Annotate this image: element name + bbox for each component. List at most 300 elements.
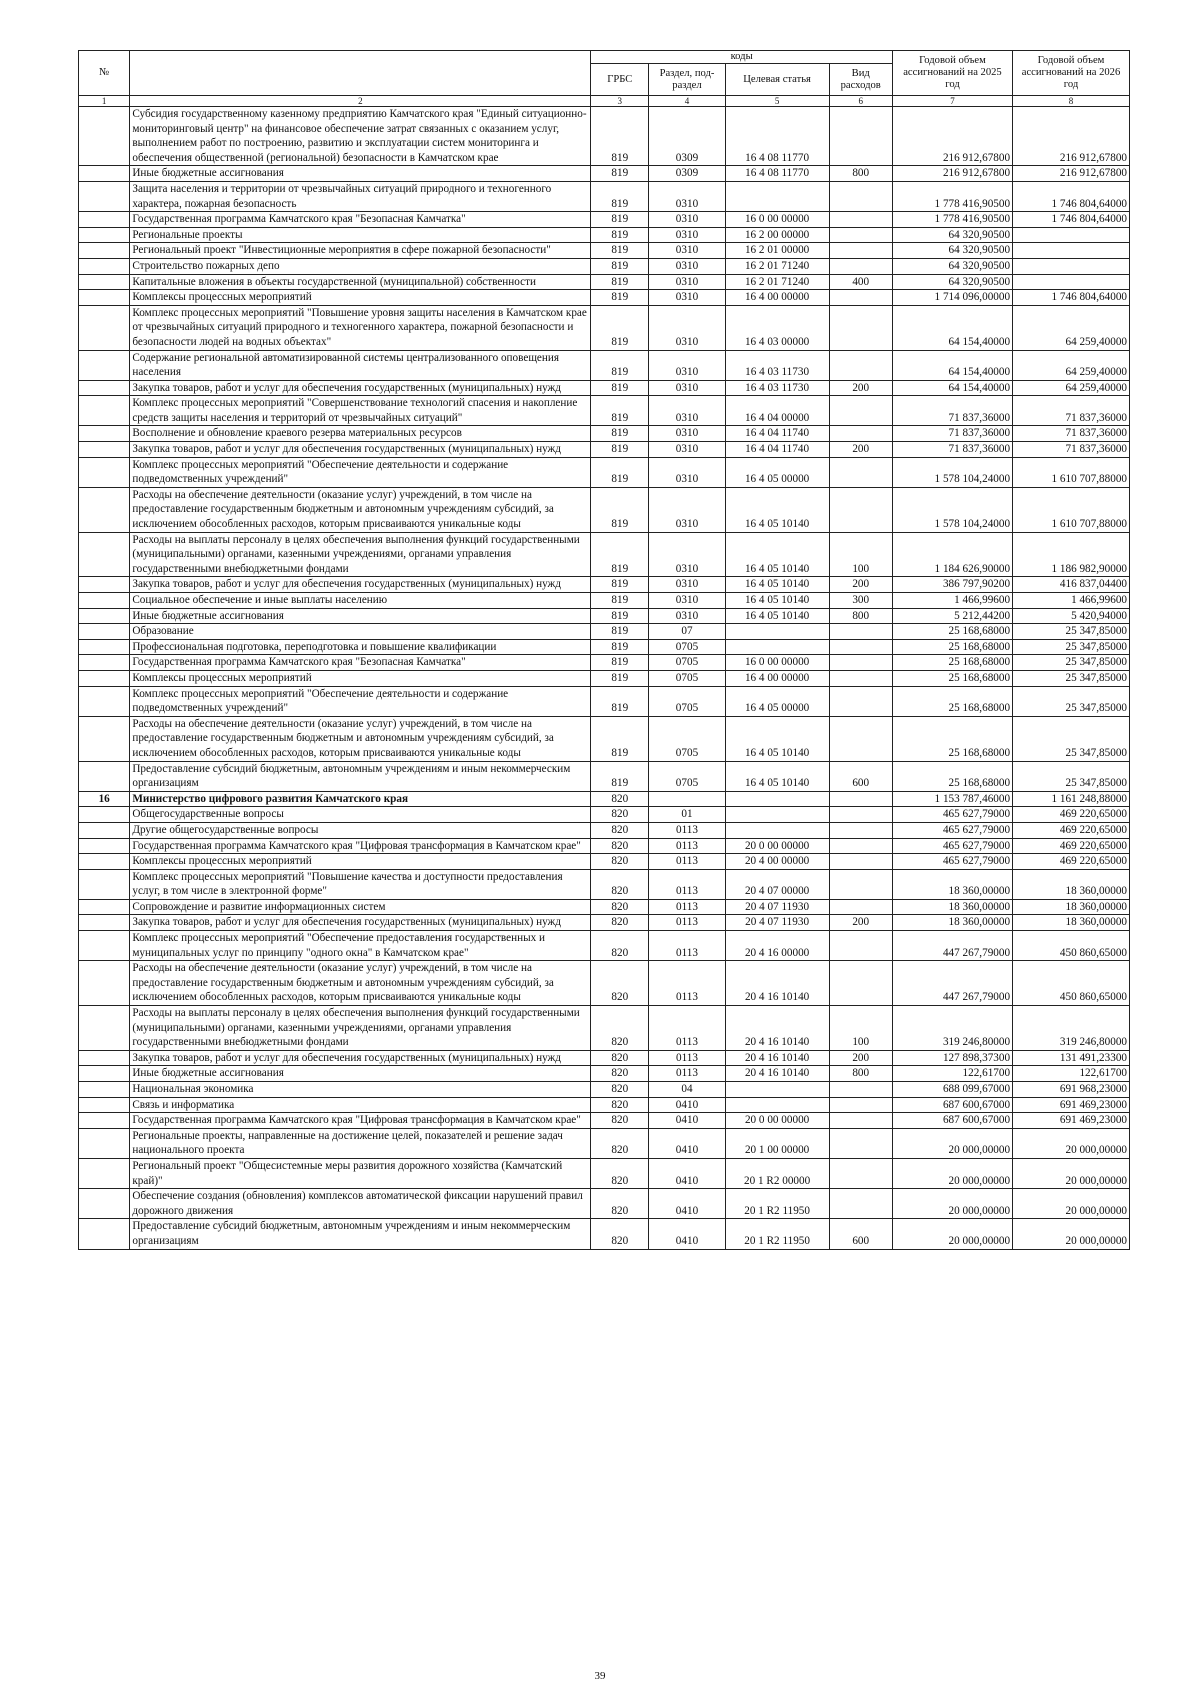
row-amount-2026: 25 347,85000 [1013, 761, 1130, 791]
row-grbs: 819 [591, 380, 649, 396]
row-article [725, 181, 829, 211]
row-name: Восполнение и обновление краевого резерва материальных ресурсов [130, 426, 591, 442]
row-article: 16 4 04 00000 [725, 396, 829, 426]
row-exptype [829, 670, 892, 686]
budget-table-page [78, 50, 1130, 1250]
row-exptype [829, 716, 892, 761]
row-name: Комплекс процессных мероприятий "Обеспечение деятельности и содержание подведомственных учреждений" [130, 686, 591, 716]
row-amount-2026: 469 220,65000 [1013, 807, 1130, 823]
table-row [79, 869, 1130, 899]
row-name: Иные бюджетные ассигнования [130, 1066, 591, 1082]
row-amount-2026: 216 912,67800 [1013, 166, 1130, 182]
row-name: Комплекс процессных мероприятий "Повышение уровня защиты населения в Камчатском крае от чрезвычайных ситуаций природного и техногенного характера, пожарной безопасности и безопасности людей на водных объектах" [130, 305, 591, 350]
row-article: 16 4 05 00000 [725, 686, 829, 716]
row-article [725, 1082, 829, 1098]
page-number: 39 [594, 1670, 606, 1682]
row-name: Предоставление субсидий бюджетным, автономным учреждениям и иным некоммерческим организациям [130, 761, 591, 791]
row-number [79, 166, 130, 182]
row-exptype [829, 838, 892, 854]
table-row [79, 838, 1130, 854]
row-grbs: 819 [591, 624, 649, 640]
row-exptype: 200 [829, 1050, 892, 1066]
row-amount-2025: 465 627,79000 [892, 838, 1012, 854]
row-grbs: 819 [591, 181, 649, 211]
table-row [79, 1097, 1130, 1113]
row-exptype [829, 1189, 892, 1219]
table-row [79, 655, 1130, 671]
row-article: 16 4 03 00000 [725, 305, 829, 350]
row-article: 16 4 04 11740 [725, 426, 829, 442]
row-exptype [829, 396, 892, 426]
row-grbs: 820 [591, 931, 649, 961]
row-number [79, 807, 130, 823]
row-name: Общегосударственные вопросы [130, 807, 591, 823]
table-body [79, 107, 1130, 1250]
row-grbs: 819 [591, 258, 649, 274]
row-name: Обеспечение создания (обновления) комплексов автоматической фиксации нарушений правил дорожного движения [130, 1189, 591, 1219]
row-name: Национальная экономика [130, 1082, 591, 1098]
colnum-2: 2 [130, 96, 591, 107]
row-number [79, 1097, 130, 1113]
row-amount-2026: 1 161 248,88000 [1013, 791, 1130, 807]
row-section: 0410 [649, 1113, 725, 1129]
row-section: 0410 [649, 1097, 725, 1113]
table-row [79, 961, 1130, 1006]
row-amount-2025: 1 184 626,90000 [892, 532, 1012, 577]
row-article [725, 639, 829, 655]
row-article: 16 4 05 10140 [725, 761, 829, 791]
row-amount-2025: 687 600,67000 [892, 1113, 1012, 1129]
row-number [79, 838, 130, 854]
row-number [79, 457, 130, 487]
table-row [79, 487, 1130, 532]
row-name: Сопровождение и развитие информационных систем [130, 899, 591, 915]
row-article: 20 4 07 11930 [725, 915, 829, 931]
row-section: 0310 [649, 608, 725, 624]
row-number [79, 1006, 130, 1051]
row-grbs: 820 [591, 854, 649, 870]
row-amount-2026: 1 746 804,64000 [1013, 212, 1130, 228]
row-exptype [829, 961, 892, 1006]
row-article [725, 791, 829, 807]
row-grbs: 819 [591, 608, 649, 624]
row-number [79, 1082, 130, 1098]
row-number [79, 639, 130, 655]
row-amount-2026: 18 360,00000 [1013, 899, 1130, 915]
row-article: 16 0 00 00000 [725, 212, 829, 228]
row-amount-2025: 20 000,00000 [892, 1128, 1012, 1158]
row-amount-2025: 20 000,00000 [892, 1158, 1012, 1188]
row-amount-2025: 447 267,79000 [892, 961, 1012, 1006]
row-amount-2026: 25 347,85000 [1013, 716, 1130, 761]
row-amount-2025: 25 168,68000 [892, 670, 1012, 686]
row-section: 0310 [649, 290, 725, 306]
row-grbs: 819 [591, 457, 649, 487]
table-row [79, 931, 1130, 961]
row-grbs: 819 [591, 532, 649, 577]
table-row [79, 227, 1130, 243]
row-name: Закупка товаров, работ и услуг для обеспечения государственных (муниципальных) нужд [130, 915, 591, 931]
row-article: 16 4 05 10140 [725, 532, 829, 577]
row-amount-2026: 450 860,65000 [1013, 961, 1130, 1006]
row-number [79, 1128, 130, 1158]
row-number [79, 655, 130, 671]
table-row [79, 396, 1130, 426]
row-name: Субсидия государственному казенному предприятию Камчатского края "Единый ситуационно-мониторинговый центр" на финансовое обеспечение затрат связанных с оказанием услуг, выполнением работ по построению, развитию и эксплуатации систем мониторинга и обеспечения общественной (региональной) безопасности в Камчатском крае [130, 107, 591, 166]
table-row [79, 290, 1130, 306]
row-amount-2026: 71 837,36000 [1013, 442, 1130, 458]
colnum-5: 5 [725, 96, 829, 107]
row-name: Расходы на обеспечение деятельности (оказание услуг) учреждений, в том числе на предоставление государственным бюджетным и автономным учреждениям субсидий, за исключением обособленных расходов, которым присваиваются уникальные коды [130, 716, 591, 761]
row-name: Комплекс процессных мероприятий "Совершенствование технологий спасения и накопление средств защиты населения и территорий от чрезвычайных ситуаций" [130, 396, 591, 426]
row-exptype: 600 [829, 761, 892, 791]
row-grbs: 819 [591, 716, 649, 761]
table-row [79, 639, 1130, 655]
row-article: 20 1 00 00000 [725, 1128, 829, 1158]
row-article: 20 1 R2 00000 [725, 1158, 829, 1188]
row-amount-2025: 122,61700 [892, 1066, 1012, 1082]
row-name: Государственная программа Камчатского края "Цифровая трансформация в Камчатском крае" [130, 1113, 591, 1129]
row-amount-2025: 64 320,90500 [892, 227, 1012, 243]
row-exptype [829, 686, 892, 716]
row-name: Строительство пожарных депо [130, 258, 591, 274]
row-amount-2025: 688 099,67000 [892, 1082, 1012, 1098]
row-exptype: 300 [829, 593, 892, 609]
row-amount-2025: 465 627,79000 [892, 822, 1012, 838]
table-row [79, 807, 1130, 823]
header-grbs: ГРБС [591, 64, 649, 96]
table-row [79, 822, 1130, 838]
table-row [79, 350, 1130, 380]
row-section: 0310 [649, 426, 725, 442]
row-amount-2026: 20 000,00000 [1013, 1158, 1130, 1188]
row-grbs: 819 [591, 212, 649, 228]
row-amount-2025: 447 267,79000 [892, 931, 1012, 961]
row-grbs: 819 [591, 290, 649, 306]
table-row [79, 107, 1130, 166]
table-row [79, 212, 1130, 228]
table-row [79, 577, 1130, 593]
row-exptype [829, 869, 892, 899]
row-section: 0310 [649, 532, 725, 577]
row-section: 07 [649, 624, 725, 640]
header-name-blank [130, 51, 591, 96]
row-grbs: 819 [591, 655, 649, 671]
row-amount-2025: 18 360,00000 [892, 899, 1012, 915]
row-article: 20 4 00 00000 [725, 854, 829, 870]
row-amount-2025: 319 246,80000 [892, 1006, 1012, 1051]
row-amount-2026: 216 912,67800 [1013, 107, 1130, 166]
row-name: Капитальные вложения в объекты государственной (муниципальной) собственности [130, 274, 591, 290]
row-number [79, 1066, 130, 1082]
row-amount-2026: 450 860,65000 [1013, 931, 1130, 961]
row-article [725, 807, 829, 823]
row-amount-2026: 1 610 707,88000 [1013, 457, 1130, 487]
row-amount-2025: 25 168,68000 [892, 624, 1012, 640]
table-row [79, 380, 1130, 396]
row-number [79, 212, 130, 228]
row-section: 0310 [649, 380, 725, 396]
row-exptype: 100 [829, 532, 892, 577]
row-amount-2025: 71 837,36000 [892, 396, 1012, 426]
row-name: Комплексы процессных мероприятий [130, 854, 591, 870]
row-amount-2025: 18 360,00000 [892, 869, 1012, 899]
row-section: 0410 [649, 1158, 725, 1188]
row-amount-2025: 64 320,90500 [892, 274, 1012, 290]
row-article: 16 4 00 00000 [725, 290, 829, 306]
row-section [649, 791, 725, 807]
row-amount-2025: 127 898,37300 [892, 1050, 1012, 1066]
row-amount-2026 [1013, 258, 1130, 274]
row-exptype [829, 1158, 892, 1188]
row-name: Расходы на выплаты персоналу в целях обеспечения выполнения функций государственными (муниципальными) органами, казенными учреждениями, органами управления государственными внебюджетными фондами [130, 532, 591, 577]
row-amount-2025: 1 714 096,00000 [892, 290, 1012, 306]
row-amount-2025: 1 578 104,24000 [892, 457, 1012, 487]
header-section: Раздел, под-раздел [649, 64, 725, 96]
row-exptype: 200 [829, 442, 892, 458]
row-amount-2026 [1013, 274, 1130, 290]
row-number [79, 426, 130, 442]
table-row [79, 608, 1130, 624]
row-name: Комплекс процессных мероприятий "Обеспечение предоставления государственных и муниципальных услуг по принципу "одного окна" в Камчатском крае" [130, 931, 591, 961]
row-exptype: 100 [829, 1006, 892, 1051]
row-number [79, 274, 130, 290]
row-amount-2025: 25 168,68000 [892, 716, 1012, 761]
row-exptype [829, 854, 892, 870]
row-section: 0410 [649, 1189, 725, 1219]
row-grbs: 819 [591, 227, 649, 243]
row-exptype [829, 258, 892, 274]
row-amount-2026: 469 220,65000 [1013, 854, 1130, 870]
row-amount-2026: 25 347,85000 [1013, 639, 1130, 655]
table-row [79, 532, 1130, 577]
row-number [79, 1189, 130, 1219]
row-section: 0705 [649, 686, 725, 716]
row-article: 16 4 05 10140 [725, 608, 829, 624]
row-amount-2025: 216 912,67800 [892, 107, 1012, 166]
row-section: 01 [649, 807, 725, 823]
row-article: 20 4 07 11930 [725, 899, 829, 915]
row-grbs: 820 [591, 1097, 649, 1113]
row-exptype [829, 457, 892, 487]
header-article: Целевая статья [725, 64, 829, 96]
row-name: Расходы на обеспечение деятельности (оказание услуг) учреждений, в том числе на предоставление государственным бюджетным и автономным учреждениям субсидий, за исключением обособленных расходов, которым присваиваются уникальные коды [130, 487, 591, 532]
row-exptype [829, 655, 892, 671]
row-grbs: 820 [591, 1158, 649, 1188]
row-number [79, 107, 130, 166]
row-grbs: 819 [591, 761, 649, 791]
table-row [79, 1189, 1130, 1219]
row-amount-2026: 1 186 982,90000 [1013, 532, 1130, 577]
row-number [79, 442, 130, 458]
row-amount-2025: 71 837,36000 [892, 426, 1012, 442]
row-number [79, 624, 130, 640]
row-name: Закупка товаров, работ и услуг для обеспечения государственных (муниципальных) нужд [130, 1050, 591, 1066]
row-exptype [829, 1128, 892, 1158]
table-row [79, 1113, 1130, 1129]
row-amount-2025: 64 154,40000 [892, 380, 1012, 396]
row-grbs: 819 [591, 670, 649, 686]
row-amount-2025: 64 154,40000 [892, 350, 1012, 380]
row-section: 0410 [649, 1128, 725, 1158]
row-grbs: 820 [591, 838, 649, 854]
row-number [79, 670, 130, 686]
row-number [79, 258, 130, 274]
row-amount-2025: 465 627,79000 [892, 854, 1012, 870]
row-section: 0310 [649, 305, 725, 350]
row-grbs: 820 [591, 869, 649, 899]
row-number [79, 593, 130, 609]
row-number [79, 686, 130, 716]
row-grbs: 820 [591, 1219, 649, 1249]
row-grbs: 820 [591, 1128, 649, 1158]
row-article: 20 0 00 00000 [725, 1113, 829, 1129]
row-grbs: 820 [591, 791, 649, 807]
row-number [79, 931, 130, 961]
row-name: Комплекс процессных мероприятий "Повышение качества и доступности предоставления услуг, в том числе в электронной форме" [130, 869, 591, 899]
table-row [79, 1050, 1130, 1066]
table-row [79, 274, 1130, 290]
row-section: 0705 [649, 761, 725, 791]
row-grbs: 819 [591, 639, 649, 655]
row-amount-2026: 20 000,00000 [1013, 1128, 1130, 1158]
row-article [725, 822, 829, 838]
row-amount-2026: 71 837,36000 [1013, 396, 1130, 426]
row-exptype [829, 807, 892, 823]
table-row [79, 915, 1130, 931]
row-number [79, 608, 130, 624]
row-amount-2025: 1 778 416,90500 [892, 212, 1012, 228]
row-amount-2026: 1 746 804,64000 [1013, 290, 1130, 306]
row-section: 0113 [649, 838, 725, 854]
row-article: 16 4 05 10140 [725, 487, 829, 532]
row-number [79, 487, 130, 532]
row-article: 20 1 R2 11950 [725, 1219, 829, 1249]
row-amount-2025: 64 320,90500 [892, 258, 1012, 274]
row-number [79, 532, 130, 577]
table-row [79, 1066, 1130, 1082]
row-number [79, 1050, 130, 1066]
row-section: 0705 [649, 670, 725, 686]
row-grbs: 819 [591, 577, 649, 593]
row-name: Связь и информатика [130, 1097, 591, 1113]
header-vol-2026: Годовой объем ассигнований на 2026 год [1013, 51, 1130, 96]
row-exptype [829, 305, 892, 350]
row-exptype [829, 290, 892, 306]
row-exptype: 200 [829, 577, 892, 593]
row-number [79, 899, 130, 915]
row-amount-2026: 1 466,99600 [1013, 593, 1130, 609]
table-row [79, 1219, 1130, 1249]
table-row [79, 624, 1130, 640]
row-amount-2026: 64 259,40000 [1013, 305, 1130, 350]
row-exptype: 200 [829, 380, 892, 396]
row-grbs: 820 [591, 915, 649, 931]
row-section: 0113 [649, 899, 725, 915]
row-article: 16 4 05 10140 [725, 577, 829, 593]
row-name: Другие общегосударственные вопросы [130, 822, 591, 838]
row-name: Региональный проект "Инвестиционные мероприятия в сфере пожарной безопасности" [130, 243, 591, 259]
row-number [79, 761, 130, 791]
row-section: 0310 [649, 457, 725, 487]
row-section: 0113 [649, 961, 725, 1006]
row-number [79, 350, 130, 380]
row-grbs: 819 [591, 686, 649, 716]
row-section: 0113 [649, 822, 725, 838]
row-amount-2026: 416 837,04400 [1013, 577, 1130, 593]
row-section: 0310 [649, 212, 725, 228]
row-section: 0310 [649, 258, 725, 274]
row-article: 16 2 00 00000 [725, 227, 829, 243]
row-section: 0310 [649, 243, 725, 259]
table-row [79, 243, 1130, 259]
row-article: 20 4 07 00000 [725, 869, 829, 899]
table-row [79, 670, 1130, 686]
row-amount-2025: 5 212,44200 [892, 608, 1012, 624]
row-amount-2026: 25 347,85000 [1013, 686, 1130, 716]
row-amount-2026: 1 746 804,64000 [1013, 181, 1130, 211]
table-row [79, 716, 1130, 761]
row-name: Защита населения и территории от чрезвычайных ситуаций природного и техногенного характера, пожарная безопасность [130, 181, 591, 211]
row-amount-2026: 691 968,23000 [1013, 1082, 1130, 1098]
row-number [79, 869, 130, 899]
row-grbs: 820 [591, 899, 649, 915]
row-name: Региональный проект "Общесистемные меры развития дорожного хозяйства (Камчатский край)" [130, 1158, 591, 1188]
row-article: 16 0 00 00000 [725, 655, 829, 671]
row-section: 0113 [649, 1006, 725, 1051]
row-section: 0310 [649, 593, 725, 609]
row-exptype [829, 181, 892, 211]
colnum-6: 6 [829, 96, 892, 107]
row-amount-2026: 71 837,36000 [1013, 426, 1130, 442]
row-exptype [829, 350, 892, 380]
row-amount-2026: 25 347,85000 [1013, 670, 1130, 686]
row-number [79, 227, 130, 243]
table-row [79, 854, 1130, 870]
table-row [79, 442, 1130, 458]
row-name: Государственная программа Камчатского края "Безопасная Камчатка" [130, 212, 591, 228]
row-exptype [829, 1113, 892, 1129]
row-name: Закупка товаров, работ и услуг для обеспечения государственных (муниципальных) нужд [130, 577, 591, 593]
row-exptype [829, 791, 892, 807]
colnum-1: 1 [79, 96, 130, 107]
table-row [79, 1158, 1130, 1188]
row-grbs: 820 [591, 807, 649, 823]
row-exptype [829, 107, 892, 166]
table-row [79, 258, 1130, 274]
row-name: Министерство цифрового развития Камчатского края [130, 791, 591, 807]
row-amount-2026: 319 246,80000 [1013, 1006, 1130, 1051]
row-name: Государственная программа Камчатского края "Цифровая трансформация в Камчатском крае" [130, 838, 591, 854]
row-grbs: 819 [591, 442, 649, 458]
row-amount-2025: 25 168,68000 [892, 639, 1012, 655]
row-grbs: 820 [591, 822, 649, 838]
row-section: 0113 [649, 915, 725, 931]
row-amount-2026: 691 469,23000 [1013, 1097, 1130, 1113]
row-amount-2025: 1 153 787,46000 [892, 791, 1012, 807]
row-section: 0705 [649, 716, 725, 761]
row-section: 0309 [649, 107, 725, 166]
row-article: 16 4 05 10140 [725, 593, 829, 609]
row-article: 16 4 08 11770 [725, 107, 829, 166]
row-section: 0309 [649, 166, 725, 182]
row-amount-2025: 25 168,68000 [892, 686, 1012, 716]
row-amount-2025: 25 168,68000 [892, 655, 1012, 671]
row-name: Региональные проекты [130, 227, 591, 243]
row-grbs: 820 [591, 1050, 649, 1066]
row-name: Иные бюджетные ассигнования [130, 608, 591, 624]
row-section: 0113 [649, 1066, 725, 1082]
